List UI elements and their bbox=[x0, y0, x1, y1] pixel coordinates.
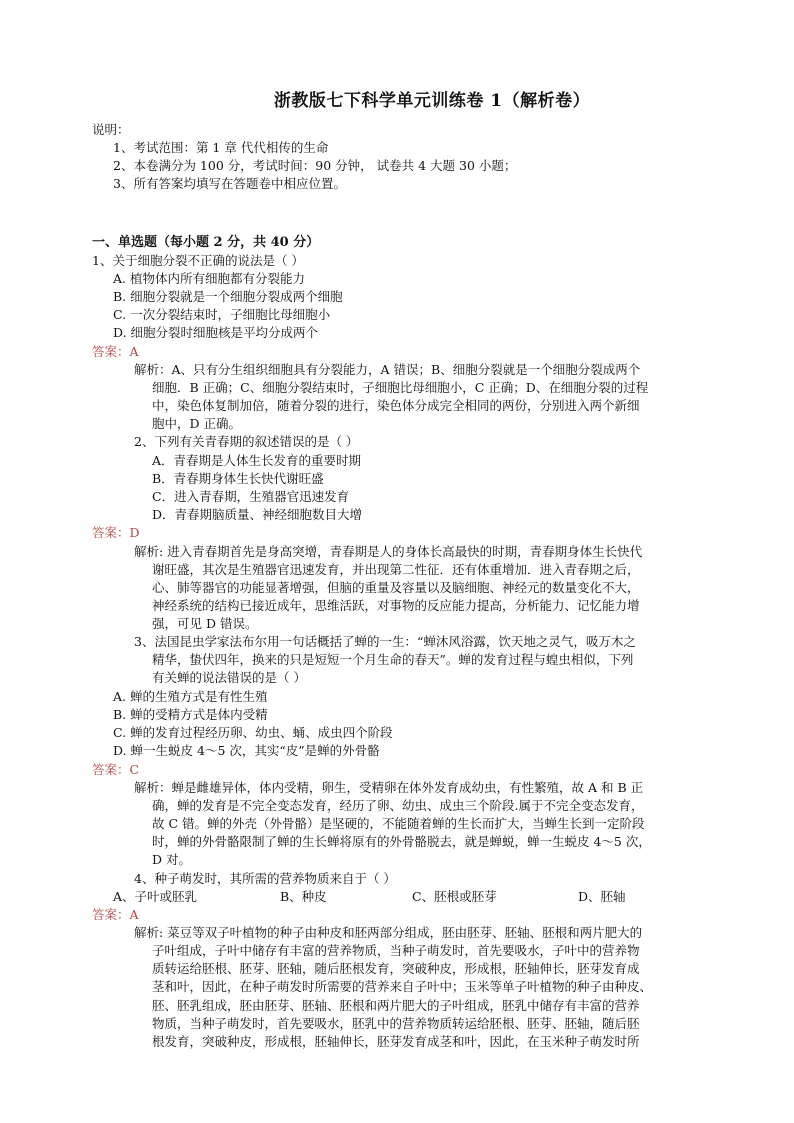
answer-label: 答案： bbox=[92, 907, 130, 922]
question-option: A．青春期是人体生长发育的重要时期 bbox=[152, 453, 362, 468]
analysis-line: 解析：蝉是雌雄异体，体内受精，卵生，受精卵在体外发育成幼虫，有性繁殖，故 A 和 B 正 bbox=[134, 780, 644, 795]
question-option: B、种皮 bbox=[280, 889, 327, 904]
answer-label: 答案： bbox=[92, 525, 130, 540]
question-option: B. 蝉的受精方式是体内受精 bbox=[113, 707, 268, 722]
page-title: 浙教版七下科学单元训练卷 1（解析卷） bbox=[273, 91, 591, 111]
analysis-line: 子叶组成，子叶中储存有丰富的营养物质，当种子萌发时，首先要吸水，子叶中的营养物 bbox=[152, 943, 640, 958]
question-option: D. 细胞分裂时细胞核是平均分成两个 bbox=[113, 325, 319, 340]
analysis-line: 确，蝉的发育是不完全变态发育，经历了卵、幼虫、成虫三个阶段.属于不完全变态发育， bbox=[152, 798, 644, 813]
question-option: D、胚轴 bbox=[578, 889, 626, 904]
analysis-line: 中，染色体复制加倍，随着分裂的进行，染色体分成完全相同的两份，分别进入两个新细 bbox=[152, 398, 640, 413]
question-stem: 精华，蛰伏四年，换来的只是短短一个月生命的春天”。蝉的发育过程与蝗虫相似，下列 bbox=[152, 652, 634, 667]
analysis-line: 谢旺盛，其次是生殖器官迅速发育，并出现第二性征．还有体重增加．进入青春期之后， bbox=[152, 562, 640, 577]
intro-label: 说明： bbox=[92, 122, 130, 137]
question-stem: 3、法国昆虫学家法布尔用一句话概括了蝉的一生：“蝉沐风浴露，饮天地之灵气，吸万木之 bbox=[134, 634, 636, 649]
answer-value: A bbox=[129, 907, 139, 922]
analysis-line: 解析: 菜豆等双子叶植物的种子由种皮和胚两部分组成，胚由胚芽、胚轴、胚根和两片肥大的 bbox=[134, 925, 643, 940]
answer-label: 答案： bbox=[92, 344, 130, 359]
intro-item: 3、所有答案均填写在答题卷中相应位置。 bbox=[113, 176, 346, 191]
analysis-line: 胞中，D 正确。 bbox=[152, 416, 241, 431]
analysis-line: 神经系统的结构已接近成年，思维活跃，对事物的反应能力提高，分析能力、记忆能力增 bbox=[152, 598, 640, 613]
question-option: C、胚根或胚芽 bbox=[412, 889, 497, 904]
intro-item: 1、考试范围：第 1 章 代代相传的生命 bbox=[113, 140, 329, 155]
analysis-line: 时，蝉的外骨骼限制了蝉的生长蝉将原有的外骨骼脱去，就是蝉蜕，蝉一生蜕皮 4～5 次， bbox=[152, 834, 651, 849]
answer-value: A bbox=[129, 344, 139, 359]
question-stem: 1、关于细胞分裂不正确的说法是（ ） bbox=[92, 253, 304, 268]
question-option: C. 蝉的发育过程经历卵、幼虫、蛹、成虫四个阶段 bbox=[113, 725, 393, 740]
analysis-line: 解析: 进入青春期首先是身高突增，青春期是人的身体长高最快的时期，青春期身体生长快代 bbox=[134, 544, 643, 559]
analysis-line: 物质，当种子萌发时，首先要吸水，胚乳中的营养物质转运给胚根、胚芽、胚轴，随后胚 bbox=[152, 1016, 640, 1031]
question-option: C．进入青春期，生殖器官迅速发育 bbox=[152, 489, 350, 504]
question-option: D. 蝉一生蜕皮 4～5 次，其实“皮”是蝉的外骨骼 bbox=[113, 743, 380, 758]
analysis-line: D 对。 bbox=[152, 852, 191, 867]
intro-item: 2、本卷满分为 100 分，考试时间：90 分钟， 试卷共 4 大题 30 小题； bbox=[113, 158, 517, 173]
question-stem: 2、下列有关青春期的叙述错误的是（ ） bbox=[134, 434, 359, 449]
question-option: B. 细胞分裂就是一个细胞分裂成两个细胞 bbox=[113, 289, 343, 304]
question-option: C. 一次分裂结束时，子细胞比母细胞小 bbox=[113, 307, 331, 322]
answer-line bbox=[92, 906, 139, 924]
answer-line bbox=[92, 761, 139, 779]
question-option: A、子叶或胚乳 bbox=[113, 889, 198, 904]
question-stem: 有关蝉的说法错误的是（ ） bbox=[152, 670, 306, 685]
analysis-line: 解析：A、只有分生组织细胞具有分裂能力，A 错误；B、细胞分裂就是一个细胞分裂成两个 bbox=[134, 362, 641, 377]
answer-label: 答案： bbox=[92, 762, 130, 777]
analysis-line: 心、肺等器官的功能显著增强，但脑的重量及容量以及脑细胞、神经元的数量变化不大， bbox=[152, 580, 640, 595]
answer-value: C bbox=[129, 762, 140, 777]
section-heading: 一、单选题（每小题 2 分，共 40 分） bbox=[92, 235, 320, 250]
analysis-line: 质转运给胚根、胚芽、胚轴，随后胚根发育，突破种皮，形成根，胚轴伸长，胚芽发育成 bbox=[152, 961, 640, 976]
analysis-line: 强，可见 D 错误。 bbox=[152, 616, 258, 631]
analysis-line: 故 C 错。蝉的外壳（外骨骼）是坚硬的，不能随着蝉的生长而扩大，当蝉生长到一定阶段 bbox=[152, 816, 645, 831]
analysis-line: 胚、胚乳组成，胚由胚芽、胚轴、胚根和两片肥大的子叶组成，胚乳中储存有丰富的营养 bbox=[152, 998, 640, 1013]
question-option: B．青春期身体生长快代谢旺盛 bbox=[152, 471, 324, 486]
question-option: D．青春期脑质量、神经细胞数目大增 bbox=[152, 507, 363, 522]
question-stem: 4、种子萌发时，其所需的营养物质来自于（ ） bbox=[134, 871, 396, 886]
answer-line bbox=[92, 524, 140, 542]
answer-line bbox=[92, 343, 139, 361]
analysis-line: 茎和叶，因此，在种子萌发时所需要的营养来自子叶中；玉米等单子叶植物的种子由种皮、 bbox=[152, 979, 653, 994]
answer-value: D bbox=[129, 525, 140, 540]
analysis-line: 细胞．B 正确；C、细胞分裂结束时，子细胞比母细胞小，C 正确；D、在细胞分裂的过程 bbox=[152, 380, 649, 395]
question-option: A. 植物体内所有细胞都有分裂能力 bbox=[113, 271, 305, 286]
analysis-line: 根发育，突破种皮，形成根，胚轴伸长，胚芽发育成茎和叶，因此，在玉米种子萌发时所 bbox=[152, 1034, 640, 1049]
question-option: A. 蝉的生殖方式是有性生殖 bbox=[113, 689, 268, 704]
